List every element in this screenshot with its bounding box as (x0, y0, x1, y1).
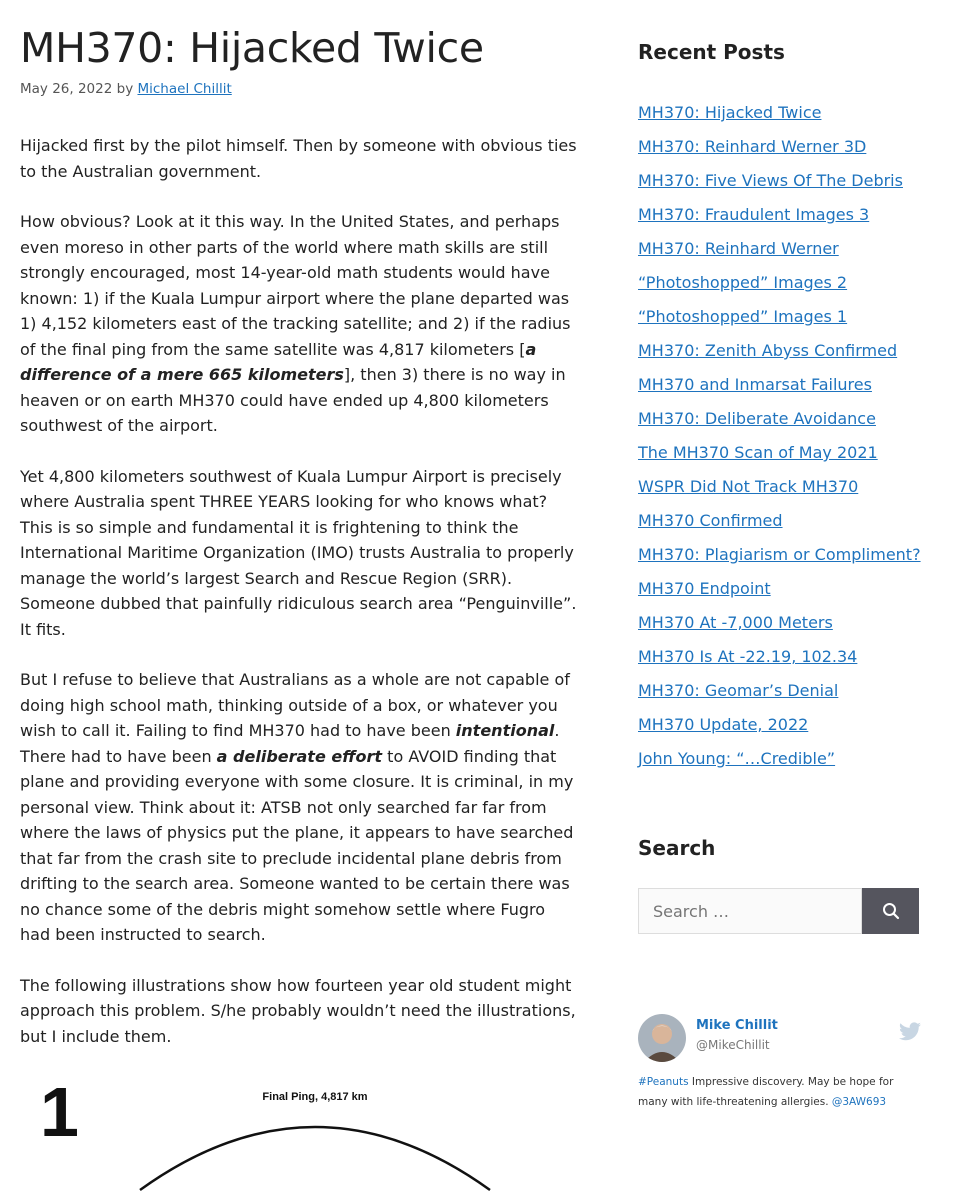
tweet-author-handle[interactable]: @MikeChillit (696, 1038, 770, 1052)
list-item (638, 470, 928, 504)
post-date: May 26, 2022 (20, 81, 113, 97)
recent-post-link[interactable]: MH370 and Inmarsat Failures (638, 375, 872, 394)
avatar[interactable] (638, 1014, 686, 1062)
list-item (638, 640, 928, 674)
illustration-label: Final Ping, 4,817 km (262, 1091, 368, 1103)
tweet-hashtag[interactable]: #Peanuts (638, 1076, 689, 1088)
recent-post-link[interactable]: MH370: Geomar’s Denial (638, 681, 839, 700)
post-content (20, 133, 580, 1049)
recent-post-link[interactable]: MH370 At -7,000 Meters (638, 613, 833, 632)
recent-post-link[interactable]: MH370: Reinhard Werner 3D (638, 137, 867, 156)
list-item (638, 198, 928, 232)
page-title: MH370: Hijacked Twice (20, 24, 484, 72)
post-meta (20, 81, 580, 97)
list-item (638, 266, 928, 300)
list-item (638, 742, 928, 776)
list-item (638, 334, 928, 368)
tweet-body: Impressive discovery. May be hope for many with life-threatening allergies. (638, 1076, 894, 1108)
tweet-mention[interactable]: @3AW693 (831, 1096, 887, 1108)
list-item (638, 572, 928, 606)
paragraph-2-text-b: ], then 3) there is no way in heaven or on earth MH370 could have ended up 4,800 kilometers southwest of the airport. (20, 365, 566, 435)
tweet-author-name[interactable]: Mike Chillit (696, 1018, 778, 1033)
paragraph-3: Yet 4,800 kilometers southwest of Kuala Lumpur Airport is precisely where Australia spent THREE YEARS looking for who knows what? This is so simple and fundamental it is frightening to think the International Maritime Organization (IMO) trusts Australia to properly manage the world’s largest Search and Rescue Region (SRR). Someone dubbed that painfully ridiculous search area “Penguinville”. It fits. (20, 466, 577, 639)
recent-post-link[interactable]: MH370: Plagiarism or Compliment? (638, 545, 921, 564)
search-form (638, 888, 928, 934)
recent-post-link[interactable]: MH370: Reinhard Werner (638, 239, 839, 258)
recent-post-link[interactable]: MH370 Update, 2022 (638, 715, 809, 734)
list-item (638, 300, 928, 334)
illustration-1-graphic (20, 1074, 580, 1194)
recent-post-link[interactable]: MH370 Is At -22.19, 102.34 (638, 647, 858, 666)
twitter-feed (638, 1014, 928, 1134)
post-by: by (116, 81, 134, 97)
illustration-number: 1 (40, 1074, 79, 1151)
recent-post-link[interactable]: MH370: Zenith Abyss Confirmed (638, 341, 898, 360)
paragraph-2 (20, 209, 580, 439)
list-item (638, 606, 928, 640)
list-item (638, 368, 928, 402)
recent-post-link[interactable]: The MH370 Scan of May 2021 (638, 443, 878, 462)
paragraph-2-emphasis: a difference of a mere 665 kilometers (20, 339, 537, 384)
paragraph-1: Hijacked first by the pilot himself. Then by someone with obvious ties to the Australian government. (20, 136, 577, 181)
paragraph-4-emphasis-1: intentional (455, 721, 555, 740)
avatar-image (638, 1014, 686, 1062)
search-icon (882, 902, 900, 920)
recent-post-link[interactable]: WSPR Did Not Track MH370 (638, 477, 859, 496)
final-ping-arc (140, 1127, 490, 1190)
sidebar (638, 40, 928, 1134)
list-item (638, 674, 928, 708)
list-item (638, 96, 928, 130)
list-item (638, 130, 928, 164)
recent-post-link[interactable]: MH370: Five Views Of The Debris (638, 171, 903, 190)
paragraph-4-text-b: . There had to have been (20, 721, 560, 766)
illustration-1 (20, 1074, 580, 1194)
list-item (638, 232, 928, 266)
paragraph-4 (20, 667, 580, 948)
recent-post-link[interactable]: MH370: Fraudulent Images 3 (638, 205, 870, 224)
recent-post-link[interactable]: “Photoshopped” Images 1 (638, 307, 848, 326)
paragraph-4-text-a: But I refuse to believe that Australians as a whole are not capable of doing high school math, thinking outside of a box, or whatever you wish to call it. Failing to find MH370 had to have been (20, 670, 570, 740)
search-button[interactable] (862, 888, 919, 934)
paragraph-4-text-c: to AVOID finding that plane and providing everyone with some closure. It is criminal, in my personal view. Think about it: ATSB not only searched far far from where the laws of physics put the plane, it appears to have searched that far from the crash site to preclude incidental plane debris from drifting to the search area. Someone wanted to be certain there was no chance some of the debris might somehow settle where Fugro had been instructed to search. (20, 746, 574, 944)
list-item (638, 436, 928, 470)
list-item (638, 164, 928, 198)
recent-post-link[interactable]: John Young: “…Credible” (638, 749, 836, 768)
recent-posts-list (638, 96, 928, 776)
paragraph-5: The following illustrations show how fourteen year old student might approach this problem. S/he probably wouldn’t need the illustrations, but I include them. (20, 975, 576, 1046)
recent-post-link[interactable]: MH370: Deliberate Avoidance (638, 409, 876, 428)
search-input[interactable] (638, 888, 862, 934)
tweet-text (638, 1072, 923, 1112)
main-content (20, 20, 580, 1194)
paragraph-2-text-a: How obvious? Look at it this way. In the United States, and perhaps even moreso in other parts of the world where math skills are still strongly encouraged, most 14-year-old math students would have known: 1) if the Kuala Lumpur airport where the plane departed was 1) 4,152 kilometers east of the tracking satellite; and 2) if the radius of the final ping from the same satellite was 4,817 kilometers [ (20, 212, 571, 359)
search-title: Search (638, 836, 716, 860)
recent-post-link[interactable]: MH370 Endpoint (638, 579, 771, 598)
recent-post-link[interactable]: MH370: Hijacked Twice (638, 103, 822, 122)
paragraph-4-emphasis-2: a deliberate effort (216, 746, 383, 766)
recent-post-link[interactable]: “Photoshopped” Images 2 (638, 273, 848, 292)
recent-posts-title: Recent Posts (638, 40, 785, 64)
list-item (638, 402, 928, 436)
author-link[interactable]: Michael Chillit (137, 81, 232, 97)
list-item (638, 504, 928, 538)
recent-post-link[interactable]: MH370 Confirmed (638, 511, 783, 530)
twitter-bird-icon[interactable] (898, 1022, 922, 1046)
list-item (638, 708, 928, 742)
list-item (638, 538, 928, 572)
